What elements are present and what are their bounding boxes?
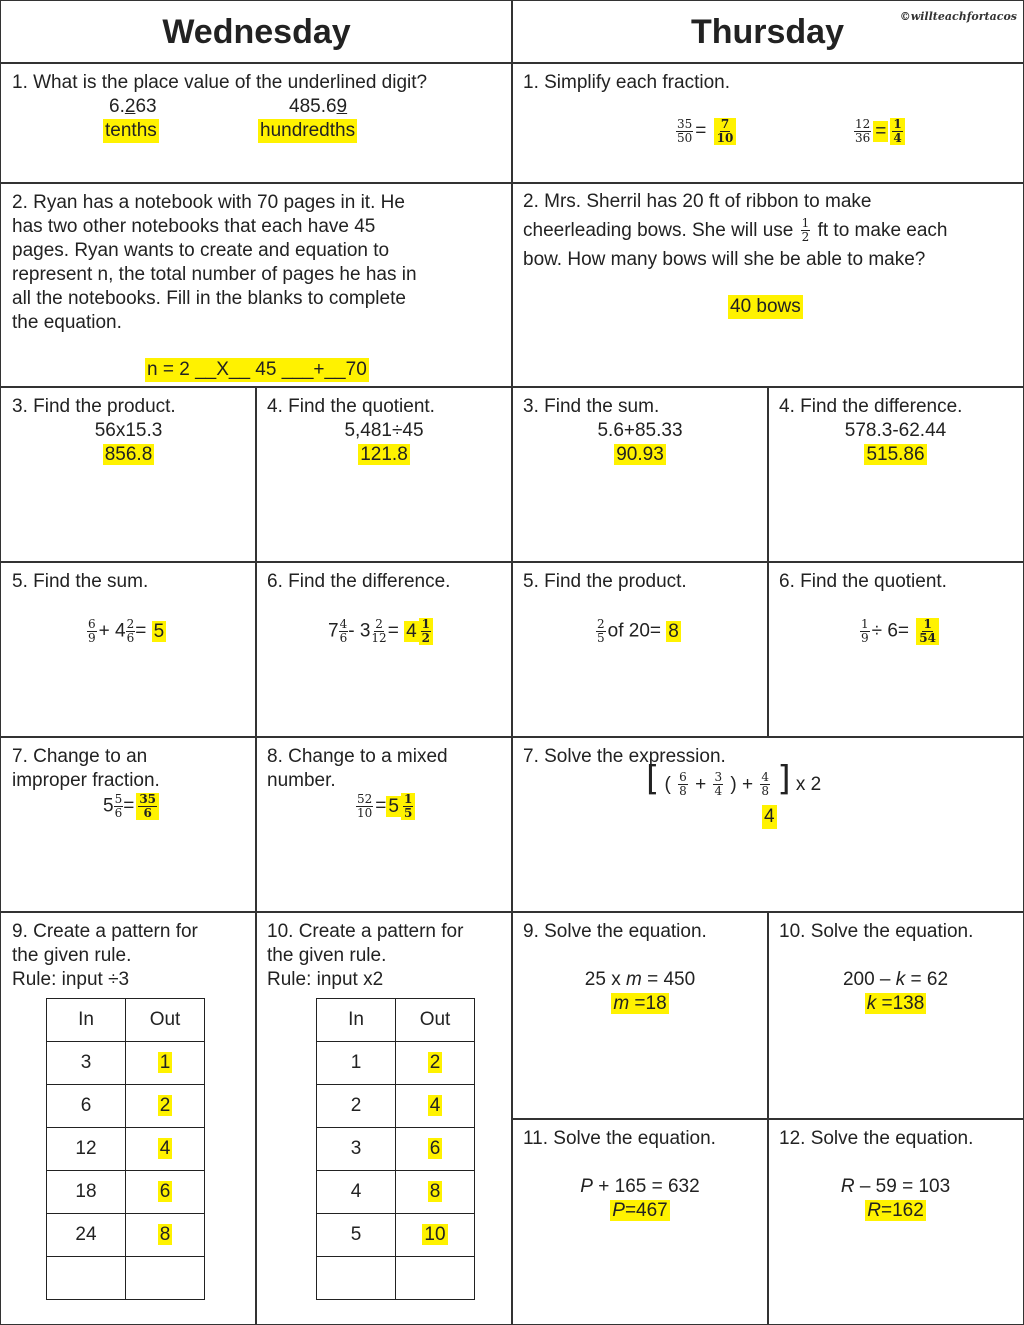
thu-q7-expression: [ ( $\frac{6}{8}$ + $\frac{3}{4}$ ) + $\frac{4}{8}$ ] x 2 [646,759,822,799]
thu-q5 [511,561,769,738]
table-row: 3 6 [317,1128,475,1171]
table-row: 12 4 [47,1128,205,1171]
table-row: 24 8 [47,1214,205,1257]
wed-q8-prompt: 8. Change to a mixed number. [267,746,448,791]
wed-q7-prompt: 7. Change to an improper fraction. [12,746,160,791]
table-row [47,1257,205,1300]
wed-q8-problem: $\frac{52}{10}$ = 5 $\frac{1}{5}$ [354,793,415,820]
thu-q9-prompt: 9. Solve the equation. [523,921,707,942]
thu-q2-prompt: 2. Mrs. Sherril has 20 ft of ribbon to make cheerleading bows. She will use $\frac{1}{2}$ ft to make each bow. How many bows will she be able to make? [523,191,948,270]
wed-q1 [0,62,513,184]
thu-q5-problem: $\frac{2}{5}$ of 20= 8 [597,617,679,645]
wed-q4-prompt: 4. Find the quotient. [267,396,435,417]
wed-q9-prompt: 9. Create a pattern for the given rule. Rule: input ÷3 [12,921,198,990]
thu-q3-prompt: 3. Find the sum. [523,396,660,417]
wed-q5 [0,561,257,738]
thu-q12-equation: R – 59 = 103 [840,1176,951,1197]
table-row: 5 10 [317,1214,475,1257]
thu-q1 [511,62,1024,184]
thu-q12-prompt: 12. Solve the equation. [779,1128,974,1149]
thu-q10 [767,911,1024,1120]
wed-q10 [255,911,513,1325]
wed-q4 [255,386,513,563]
thu-q7-answer: 4 [764,806,775,827]
thu-q9-answer: m =18 [613,993,667,1014]
thu-q10-answer: k =138 [866,993,925,1014]
thu-q6-prompt: 6. Find the quotient. [779,571,947,592]
thu-q6 [767,561,1024,738]
wed-q1-problem-a: 6.263 [109,96,157,117]
thu-q1-answer-a: $\frac{7}{10}$ [714,118,737,145]
wed-q6-prompt: 6. Find the difference. [267,571,451,592]
wed-q6-problem: 7 $\frac{4}{6}$ - 3 $\frac{2}{12}$ = 4 $\frac{1}{2}$ [328,618,433,645]
thu-q5-answer: 8 [668,620,679,642]
table-row: 6 2 [47,1085,205,1128]
table-row: 2 4 [317,1085,475,1128]
wed-q2-prompt: 2. Ryan has a notebook with 70 pages in it. He has two other notebooks that each have 45 pages. Ryan wants to create and equation to represent n, the total number of pages he has in all the notebooks. Fill in the blanks to complete the equation. [12,192,417,333]
wed-q9-table: In Out 3 1 6 2 12 4 18 6 24 8 [46,998,205,1300]
wed-q10-prompt: 10. Create a pattern for the given rule. Rule: input x2 [267,921,464,990]
wed-q5-prompt: 5. Find the sum. [12,571,149,592]
wed-q1-problem-b: 485.69 [289,96,348,117]
table-row: 4 8 [317,1171,475,1214]
wed-q3-answer: 856.8 [104,444,153,465]
table-row: 18 6 [47,1171,205,1214]
wed-q4-answer: 121.8 [360,444,408,465]
wed-q6 [255,561,513,738]
thu-q1-answer-b: $\frac{1}{4}$ [890,118,904,145]
wed-q9 [0,911,257,1325]
thu-q4-answer: 515.86 [866,444,925,465]
table-row: 1 2 [317,1042,475,1085]
thu-q9-equation: 25 x m = 450 [584,969,696,990]
thu-q1-fraction-a: $\frac{35}{50}$ = $\frac{7}{10}$ [674,118,738,145]
wed-q7-problem: 5 $\frac{5}{6}$ = $\frac{35}{6}$ [103,793,161,820]
thu-q7-prompt: 7. Solve the expression. [523,746,726,767]
header-wednesday-text: Wednesday [162,13,351,51]
thu-q2 [511,182,1024,388]
thu-q6-answer: $\frac{1}{54}$ [916,618,939,645]
wed-q3 [0,386,257,563]
thu-q4-prompt: 4. Find the difference. [779,396,963,417]
thu-q3 [511,386,769,563]
wed-q8 [255,736,513,913]
thu-q11-prompt: 11. Solve the equation. [523,1128,716,1149]
wed-q4-problem: 5,481÷45 [344,420,424,441]
thu-q4-problem: 578.3-62.44 [844,420,947,441]
wed-q2-answer: n = 2 __X__ 45 ___+__70 [147,359,367,380]
wed-q6-answer: 4 $\frac{1}{2}$ [404,621,433,642]
wed-q8-answer: 5 $\frac{1}{5}$ [386,796,415,817]
wed-q10-table: In Out 1 2 2 4 3 6 4 8 5 10 [316,998,475,1300]
thu-q12-answer: R=162 [867,1200,924,1221]
thu-q11-answer: P=467 [612,1200,668,1221]
wed-q3-prompt: 3. Find the product. [12,396,176,417]
thu-q3-problem: 5.6+85.33 [597,420,683,441]
thu-q3-answer: 90.93 [616,444,664,465]
thu-q6-problem: $\frac{1}{9}$ ÷ 6= $\frac{1}{54}$ [858,618,941,645]
thu-q5-prompt: 5. Find the product. [523,571,687,592]
wed-q5-answer: 5 [153,620,165,642]
thu-q1-fraction-b: $\frac{12}{36}$ = $\frac{1}{4}$ [852,118,907,145]
wed-q1-prompt: 1. What is the place value of the underlined digit? [12,72,428,93]
thu-q10-equation: 200 – k = 62 [842,969,949,990]
thu-q10-prompt: 10. Solve the equation. [779,921,974,942]
header-thursday-text: Thursday [690,13,845,51]
credit-text: ©willteachfortacos [899,10,1017,23]
wed-q1-answer-b: hundredths [260,120,356,141]
wed-q1-answer-a: tenths [105,120,157,141]
thu-q11-equation: P + 165 = 632 [580,1176,700,1197]
thu-q2-answer: 40 bows [730,296,801,317]
wed-q7 [0,736,257,913]
wed-q3-problem: 56x15.3 [94,420,163,441]
wed-q7-answer: $\frac{35}{6}$ [136,793,159,820]
thu-q1-prompt: 1. Simplify each fraction. [523,72,730,93]
header-thursday [511,0,1024,64]
table-row: 3 1 [47,1042,205,1085]
thu-q7 [511,736,1024,913]
header-wednesday [0,0,513,64]
thu-q4 [767,386,1024,563]
thu-q9 [511,911,769,1120]
thu-q11 [511,1118,769,1325]
table-row [317,1257,475,1300]
thu-q12 [767,1118,1024,1325]
wed-q2 [0,182,513,388]
wed-q5-problem: $\frac{6}{9}$ + 4 $\frac{2}{6}$ = 5 [88,617,165,645]
